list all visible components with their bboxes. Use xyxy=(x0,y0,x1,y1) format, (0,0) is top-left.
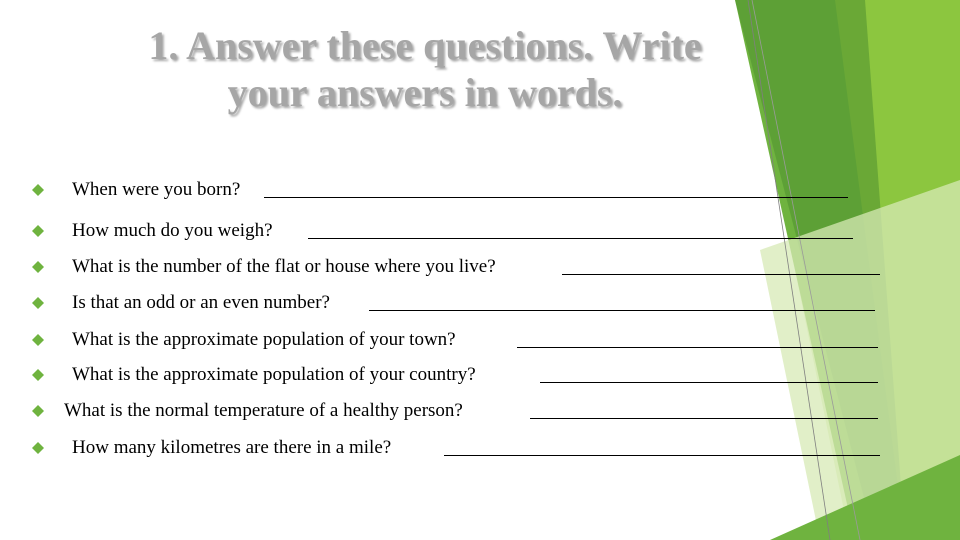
question-text: How much do you weigh? xyxy=(72,220,273,241)
answer-blank-line[interactable] xyxy=(369,310,875,311)
question-text: Is that an odd or an even number? xyxy=(72,292,330,313)
question-text: What is the approximate population of your town? xyxy=(72,329,456,350)
answer-blank-line[interactable] xyxy=(562,274,880,275)
diamond-bullet-icon xyxy=(32,405,44,417)
diamond-bullet-icon xyxy=(32,184,44,196)
answer-blank-line[interactable] xyxy=(530,418,878,419)
question-text: How many kilometres are there in a mile? xyxy=(72,437,392,458)
diamond-bullet-icon xyxy=(32,297,44,309)
question-text: What is the number of the flat or house where you live? xyxy=(72,256,496,277)
diamond-bullet-icon xyxy=(32,442,44,454)
question-text: What is the approximate population of your country? xyxy=(72,364,476,385)
question-text: When were you born? xyxy=(72,179,241,200)
title-line-2: your answers in words. xyxy=(227,70,623,115)
diamond-bullet-icon xyxy=(32,261,44,273)
title-line-1: 1. Answer these questions. Write xyxy=(148,23,702,68)
answer-blank-line[interactable] xyxy=(540,382,878,383)
question-text: What is the normal temperature of a healthy person? xyxy=(64,400,463,421)
answer-blank-line[interactable] xyxy=(517,347,878,348)
answer-blank-line[interactable] xyxy=(264,197,848,198)
diamond-bullet-icon xyxy=(32,225,44,237)
diamond-bullet-icon xyxy=(32,369,44,381)
diamond-bullet-icon xyxy=(32,334,44,346)
answer-blank-line[interactable] xyxy=(308,238,853,239)
answer-blank-line[interactable] xyxy=(444,455,880,456)
